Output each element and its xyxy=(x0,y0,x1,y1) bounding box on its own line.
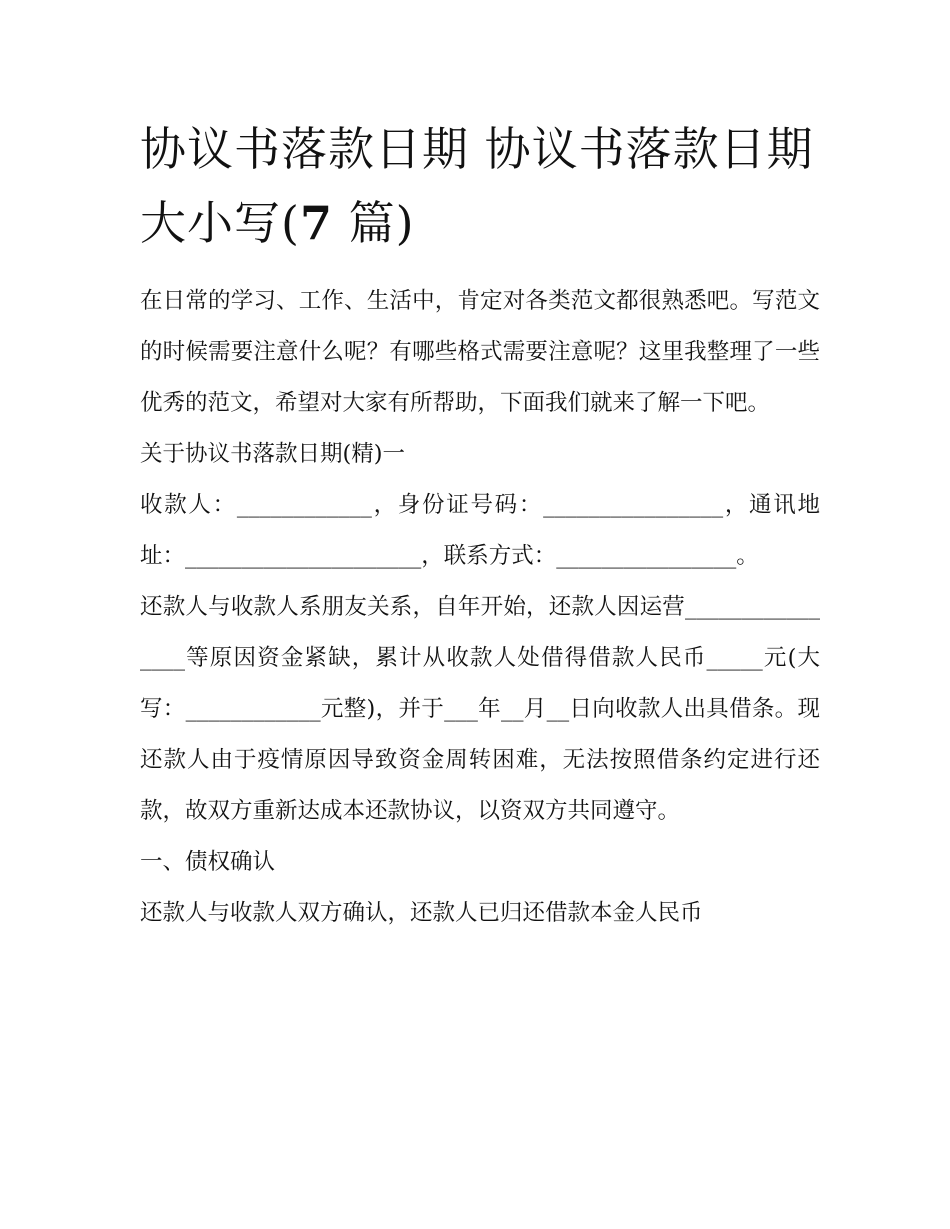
section-heading: 关于协议书落款日期(精)一 xyxy=(140,441,406,467)
title-text: 协议书落款日期 协议书落款日期大小写( xyxy=(140,122,814,250)
title-suffix: 篇) xyxy=(332,196,415,250)
document-title xyxy=(140,112,820,260)
clause-heading: 一、债权确认 xyxy=(140,849,276,875)
title-count: 7 xyxy=(299,196,333,250)
clause-paragraph: 还款人与收款人双方确认，还款人已归还借款本金人民币 xyxy=(140,900,703,926)
background-paragraph: 还款人与收款人系朋友关系，自年开始，还款人因运营________________等原因资金紧缺，累计从收款人处借得借款人民币_____元(大写：____________元整)，并于___年__月__日向收款人出具借条。现还款人由于疫情原因导致资金周转困难，无法按照借条约定进行还款，故双方重新达成本还款协议，以资双方共同遵守。 xyxy=(140,594,820,824)
payee-info-paragraph: 收款人：____________，身份证号码：________________，通讯地址：_____________________，联系方式：________________。 xyxy=(140,492,820,569)
document-page xyxy=(140,112,820,939)
intro-paragraph: 在日常的学习、工作、生活中，肯定对各类范文都很熟悉吧。写范文的时候需要注意什么呢？有哪些格式需要注意呢？这里我整理了一些优秀的范文，希望对大家有所帮助，下面我们就来了解一下吧。 xyxy=(140,288,820,416)
